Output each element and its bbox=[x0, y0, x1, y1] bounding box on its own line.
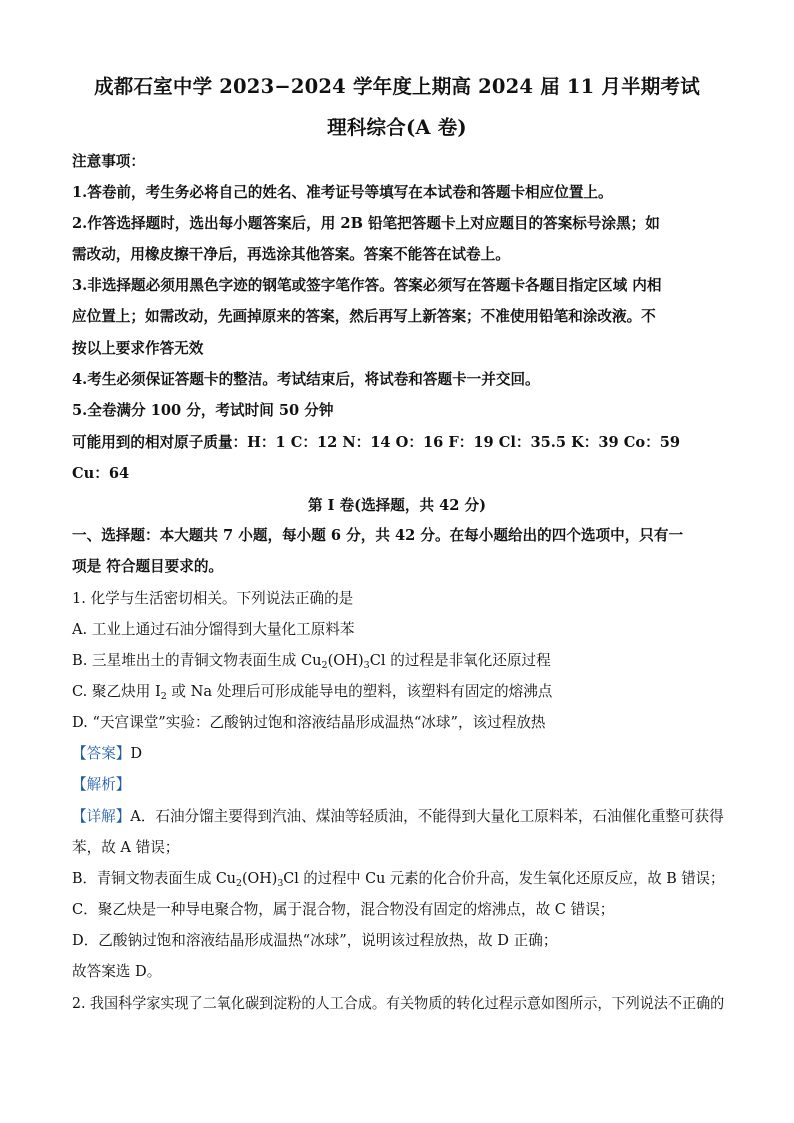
detail-option-c: C．聚乙炔是一种导电聚合物，属于混合物，混合物没有固定的熔沸点，故 C 错误； bbox=[72, 901, 615, 918]
section-title: 第 I 卷(选择题，共 42 分) bbox=[307, 497, 487, 514]
notice-item-2-line-2: 需改动，用橡皮擦干净后，再选涂其他答案。答案不能答在试卷上。 bbox=[72, 246, 510, 263]
atomic-mass-line-2: Cu：64 bbox=[72, 465, 130, 482]
question-2-stem: 2. 我国科学家实现了二氧化碳到淀粉的人工合成。有关物质的转化过程示意如图所示，下列说法不正确的 bbox=[72, 995, 725, 1012]
notice-item-3-line-1: 3.非选择题必须用黑色字迹的钢笔或签字笔作答。答案必须写在答题卡各题目指定区域 内相 bbox=[72, 277, 662, 294]
conclusion: 故答案选 D。 bbox=[72, 963, 162, 980]
answer-tag: 【答案】 bbox=[72, 745, 131, 762]
answer-line bbox=[72, 742, 142, 763]
question-1-option-b: B. 三星堆出土的青铜文物表面生成 $Cu_2(OH)_3Cl$ 的过程是非氧化还原过程 bbox=[72, 652, 551, 671]
notice-item-4: 4.考生必须保证答题卡的整洁。考试结束后，将试卷和答题卡一并交回。 bbox=[72, 371, 540, 388]
question-1-stem: 1. 化学与生活密切相关。下列说法正确的是 bbox=[72, 590, 354, 607]
detail-option-b: B．青铜文物表面生成 $Cu_2(OH)_3Cl$ 的过程中 Cu 元素的化合价升高，发生氧化还原反应，故 B 错误； bbox=[72, 870, 725, 889]
analysis-tag: 【解析】 bbox=[72, 776, 131, 793]
exam-title: 成都石室中学 2023−2024 学年度上期高 2024 届 11 月半期考试 bbox=[94, 75, 700, 98]
atomic-mass-line-1: 可能用到的相对原子质量：H：1 C：12 N：14 O：16 F：19 Cl：35.5 K：39 Co：59 bbox=[72, 434, 681, 451]
notice-item-3-line-3: 按以上要求作答无效 bbox=[72, 340, 204, 357]
detail-tag: 【详解】 bbox=[72, 808, 131, 825]
notice-heading: 注意事项： bbox=[72, 153, 145, 170]
notice-item-2-line-1: 2.作答选择题时，选出每小题答案后，用 2B 铅笔把答题卡上对应题目的答案标号涂黑；如 bbox=[72, 215, 660, 232]
answer-value: D bbox=[130, 745, 143, 762]
notice-item-5: 5.全卷满分 100 分，考试时间 50 分钟 bbox=[72, 402, 334, 419]
section-intro-line-1: 一、选择题：本大题共 7 小题，每小题 6 分，共 42 分。在每小题给出的四个选项中，只有一 bbox=[72, 527, 684, 544]
detail-option-d: D．乙酸钠过饱和溶液结晶形成温热“冰球”，说明该过程放热，故 D 正确； bbox=[72, 932, 558, 949]
question-1-option-a: A. 工业上通过石油分馏得到大量化工原料苯 bbox=[72, 621, 355, 638]
detail-line-2: 苯，故 A 错误； bbox=[72, 839, 180, 856]
detail-line-1: 【详解】A．石油分馏主要得到汽油、煤油等轻质油，不能得到大量化工原料苯，石油催化重整可获得 bbox=[72, 808, 724, 825]
exam-subtitle: 理科综合(A 卷) bbox=[327, 116, 467, 139]
question-1-option-d: D. “天宫课堂”实验：乙酸钠过饱和溶液结晶形成温热“冰球”，该过程放热 bbox=[72, 714, 546, 731]
question-1-option-c: C. 聚乙炔用 $I_2$ 或 Na 处理后可形成能导电的塑料，该塑料有固定的熔沸点 bbox=[72, 683, 553, 702]
notice-item-1: 1.答卷前，考生务必将自己的姓名、准考证号等填写在本试卷和答题卡相应位置上。 bbox=[72, 184, 613, 201]
notice-item-3-line-2: 应位置上；如需改动，先画掉原来的答案，然后再写上新答案；不准使用铅笔和涂改液。不 bbox=[72, 308, 656, 325]
section-intro-line-2: 项是 符合题目要求的。 bbox=[72, 558, 224, 575]
